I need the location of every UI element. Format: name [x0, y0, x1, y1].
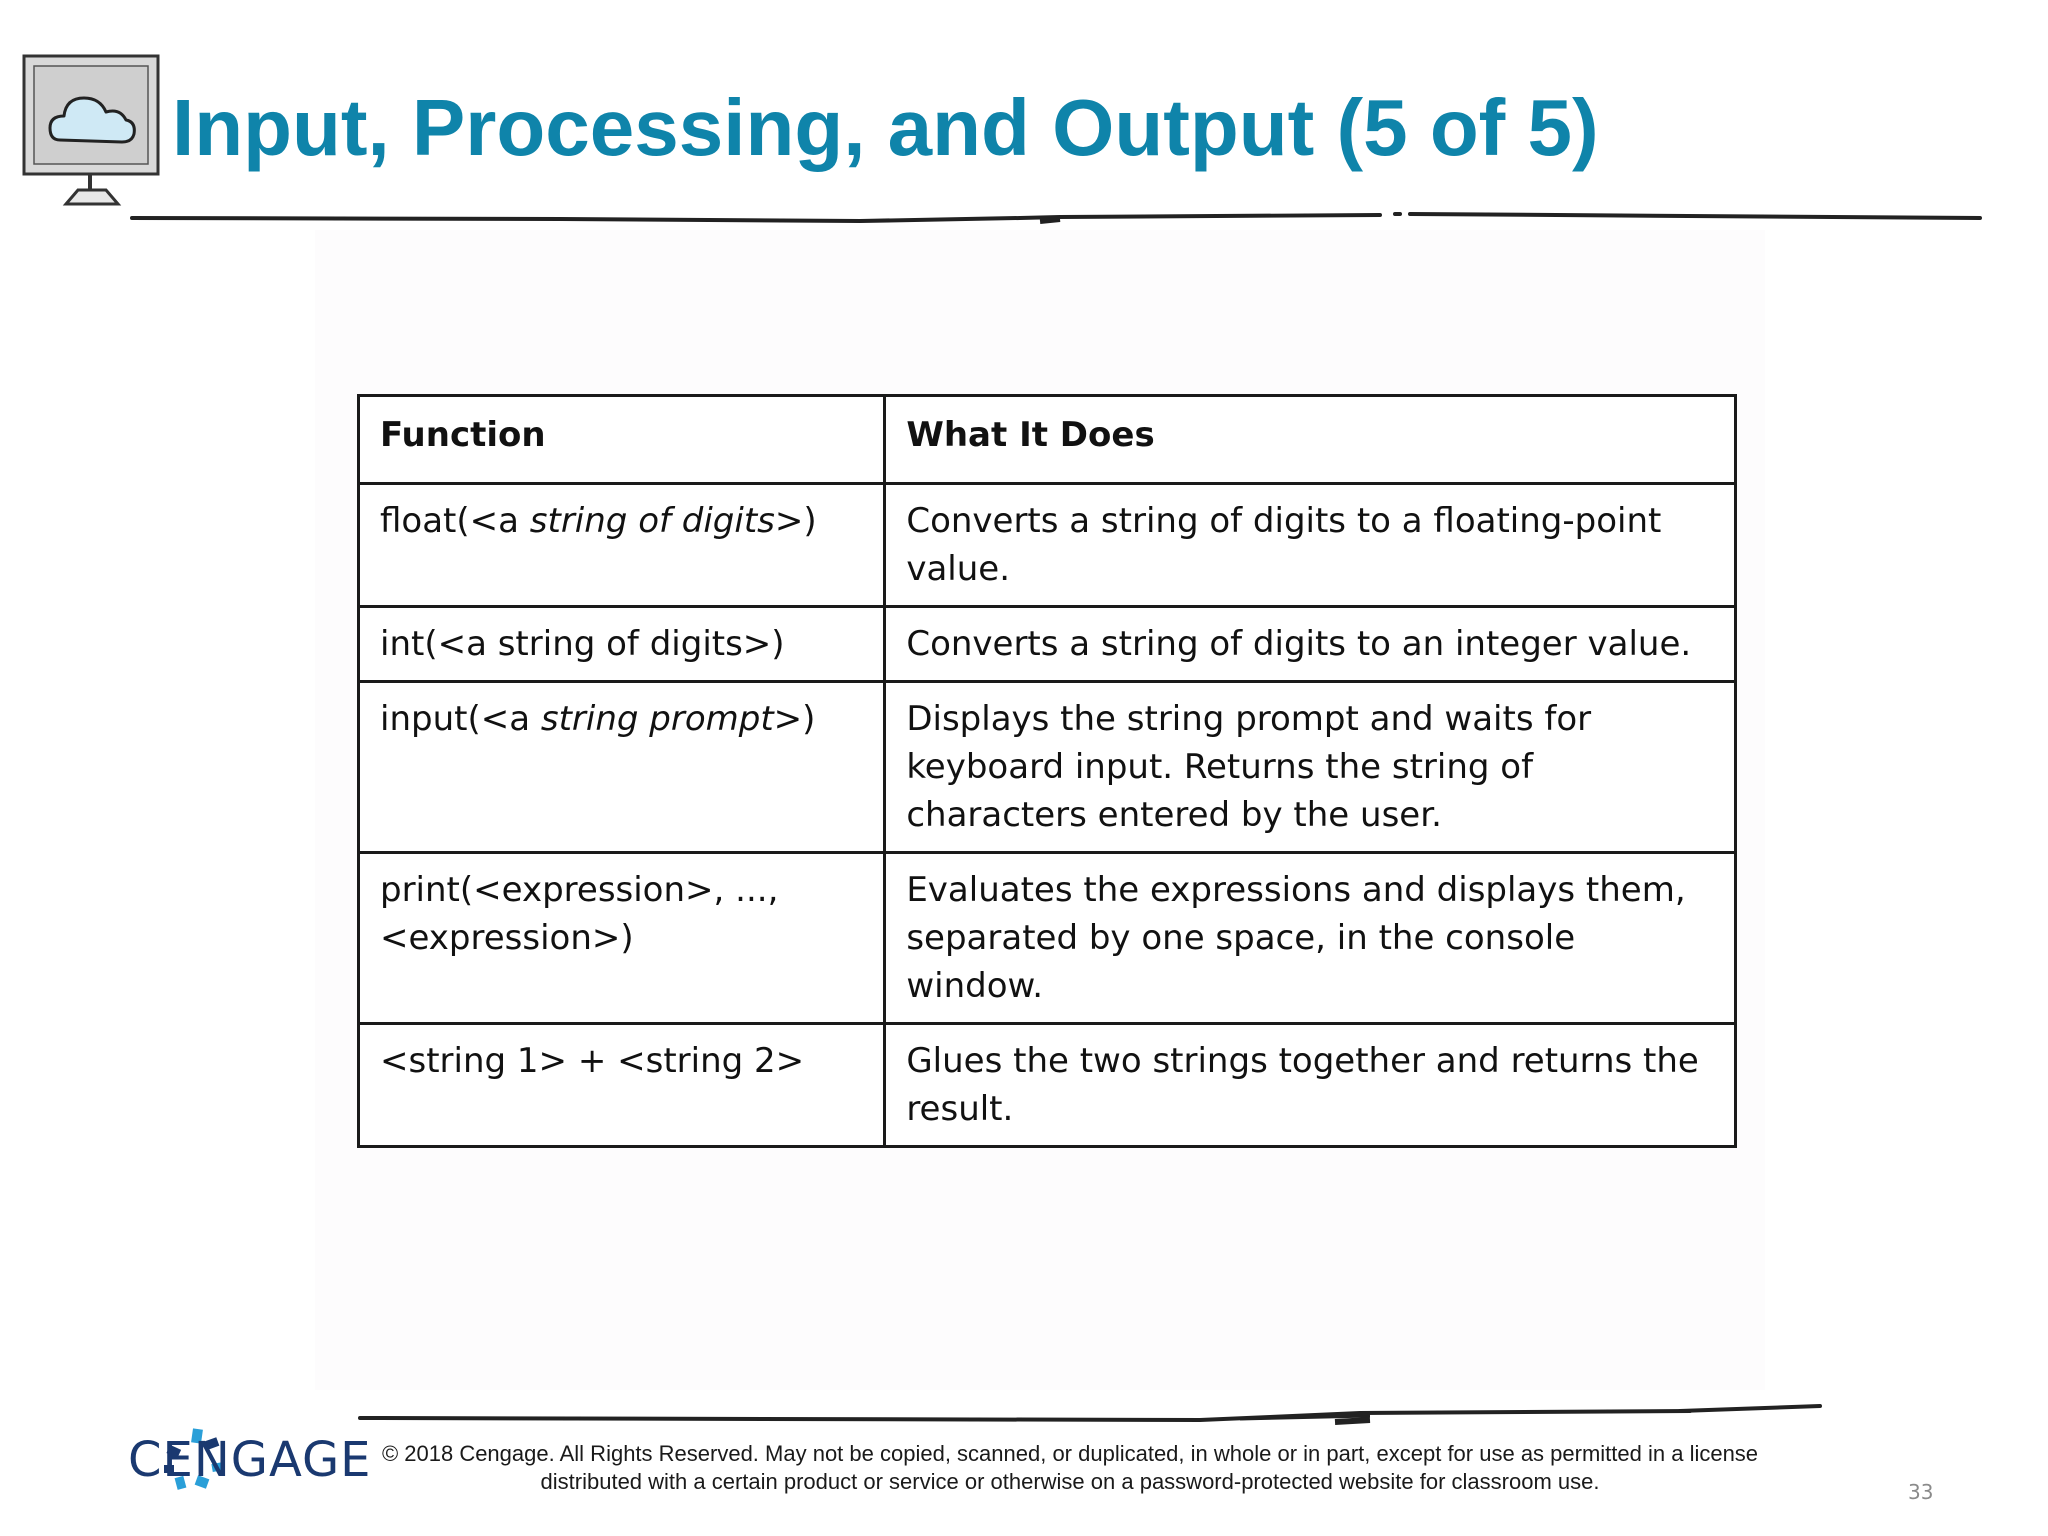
column-header-what-it-does: What It Does [885, 396, 1736, 484]
function-cell [359, 853, 885, 1024]
slide-title: Input, Processing, and Output (5 of 5) [172, 83, 1599, 172]
function-text: <string 1> + <string 2> [380, 1041, 805, 1081]
page-number: 33 [1908, 1480, 1934, 1504]
table-row [359, 682, 1736, 853]
table-row [359, 484, 1736, 607]
function-param-italic: string of digits [529, 501, 775, 541]
function-text: int(<a string of digits>) [380, 624, 785, 664]
table-row [359, 607, 1736, 682]
function-cell [359, 682, 885, 853]
cengage-logo-text: CENGAGE [128, 1432, 372, 1488]
function-text-suffix: >) [773, 699, 816, 739]
functions-table [357, 394, 1737, 1148]
description-cell: Displays the string prompt and waits for keyboard input. Returns the string of characters entered by the user. [885, 682, 1736, 853]
function-param-italic: string prompt [540, 699, 774, 739]
function-cell [359, 607, 885, 682]
column-header-function: Function [359, 396, 885, 484]
description-cell: Evaluates the expressions and displays them, separated by one space, in the console window. [885, 853, 1736, 1024]
function-text-suffix: >) [774, 501, 817, 541]
function-text: float(<a [380, 501, 530, 541]
description-cell: Converts a string of digits to an integer value. [885, 607, 1736, 682]
table-row [359, 1024, 1736, 1147]
description-cell: Converts a string of digits to a floating-point value. [885, 484, 1736, 607]
copyright-notice: © 2018 Cengage. All Rights Reserved. May not be copied, scanned, or duplicated, in whole or in part, except for use as permitted in a license distributed with a certain product or service or otherwise on a password-protected website for classroom use. [381, 1441, 1759, 1494]
function-cell [359, 1024, 885, 1147]
table-header-row [359, 396, 1736, 484]
function-text: input(<a [380, 699, 541, 739]
function-text: print(<expression>, ...,<expression>) [380, 870, 779, 958]
description-cell: Glues the two strings together and returns the result. [885, 1024, 1736, 1147]
table-row [359, 853, 1736, 1024]
function-cell [359, 484, 885, 607]
